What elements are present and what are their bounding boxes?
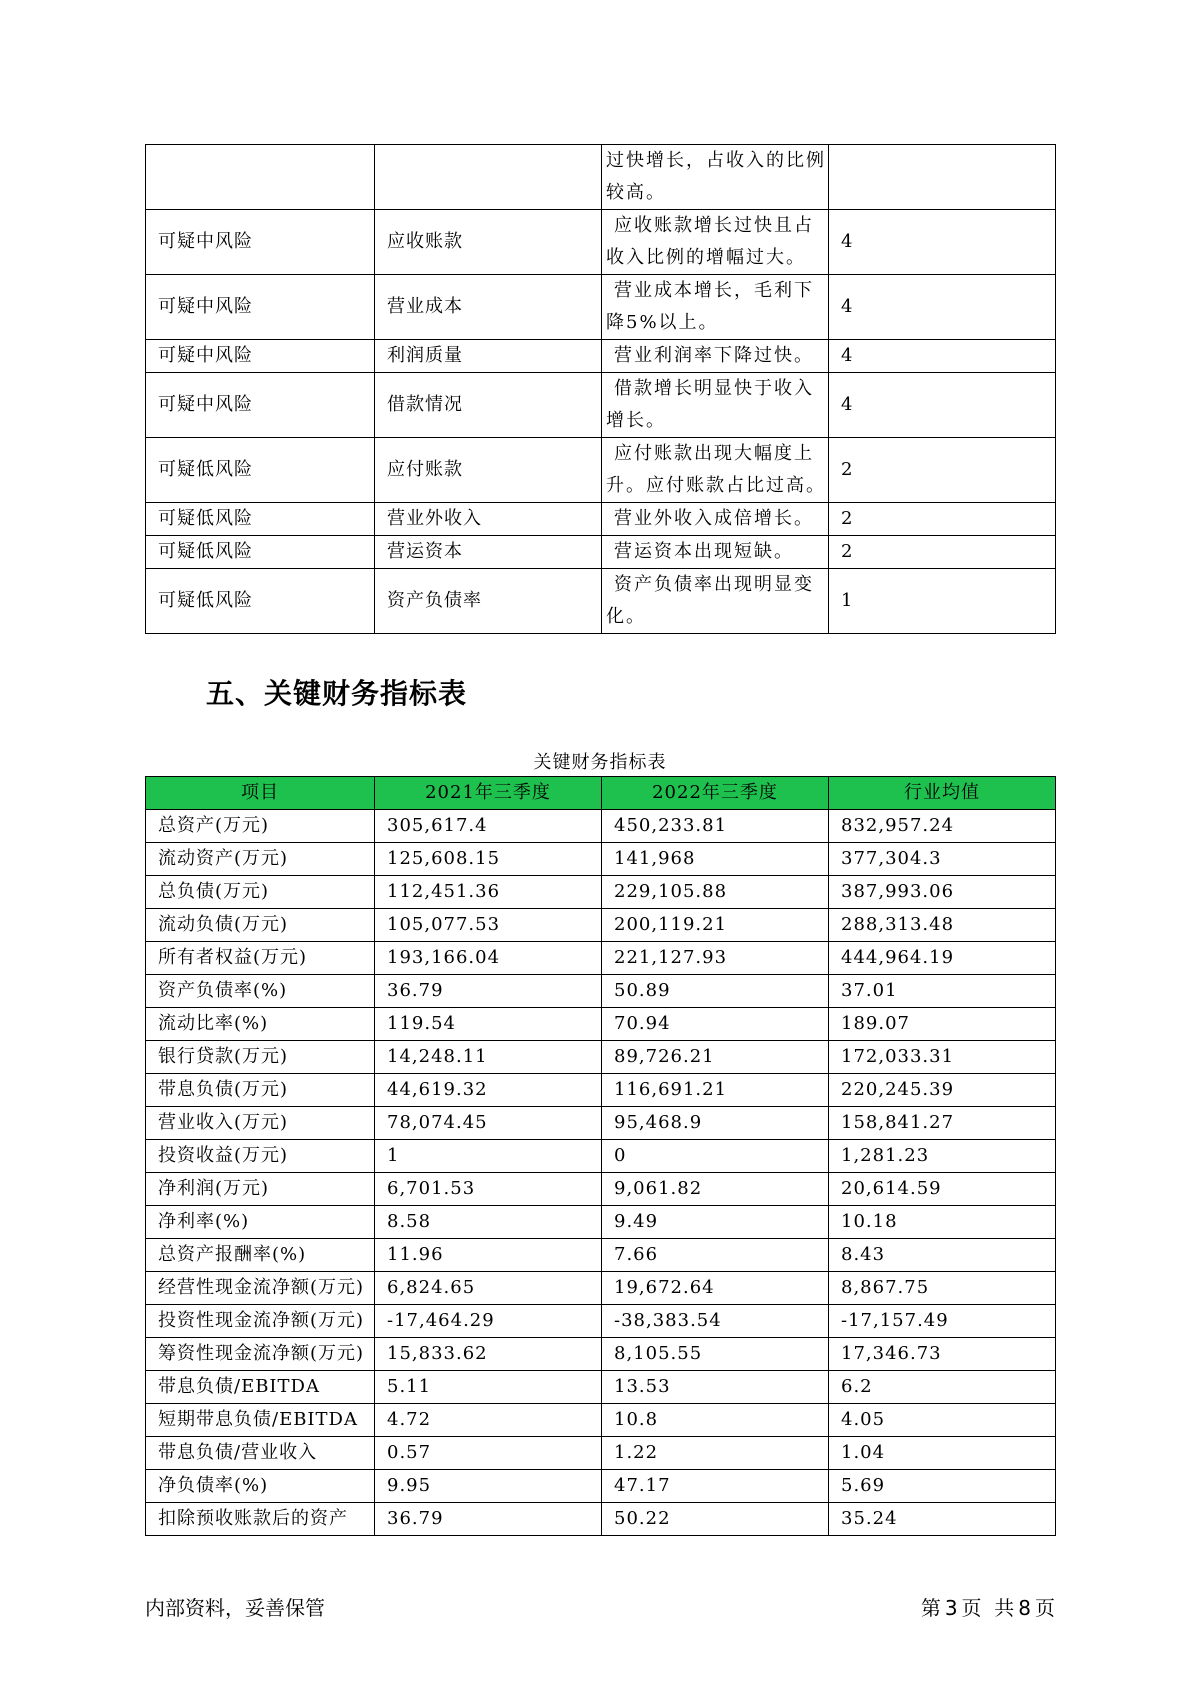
- table-caption: 关键财务指标表: [533, 752, 667, 773]
- risk-score-cell: 4: [829, 275, 1056, 340]
- industry-average-cell: 35.24: [829, 1503, 1056, 1536]
- metric-name-cell: 带息负债(万元): [146, 1074, 375, 1107]
- column-header: 2022年三季度: [602, 777, 829, 810]
- metric-name-cell: 总资产报酬率(%): [146, 1239, 375, 1272]
- risk-item-cell: 营运资本: [375, 536, 602, 569]
- metric-name-cell: 扣除预收账款后的资产: [146, 1503, 375, 1536]
- metric-name-cell: 流动资产(万元): [146, 843, 375, 876]
- page-label-prefix: 第: [920, 1596, 941, 1620]
- metric-name-cell: 净利率(%): [146, 1206, 375, 1239]
- table-row: [146, 373, 1056, 438]
- table-row: [146, 1140, 1056, 1173]
- risk-indicator-table: [145, 144, 1056, 634]
- table-row: [146, 1206, 1056, 1239]
- section-heading: 五、关键财务指标表: [206, 677, 468, 710]
- table-row: [146, 340, 1056, 373]
- industry-average-cell: 288,313.48: [829, 909, 1056, 942]
- risk-level-cell: [146, 145, 375, 210]
- value-2022-cell: 89,726.21: [602, 1041, 829, 1074]
- value-2021-cell: 6,824.65: [375, 1272, 602, 1305]
- table-row: [146, 438, 1056, 503]
- value-2021-cell: 8.58: [375, 1206, 602, 1239]
- metric-name-cell: 短期带息负债/EBITDA: [146, 1404, 375, 1437]
- value-2022-cell: 70.94: [602, 1008, 829, 1041]
- table-row: [146, 1470, 1056, 1503]
- industry-average-cell: 5.69: [829, 1470, 1056, 1503]
- industry-average-cell: 172,033.31: [829, 1041, 1056, 1074]
- table-row: [146, 1173, 1056, 1206]
- metric-name-cell: 总负债(万元): [146, 876, 375, 909]
- value-2021-cell: 119.54: [375, 1008, 602, 1041]
- table-row: [146, 1008, 1056, 1041]
- risk-level-cell: 可疑中风险: [146, 373, 375, 438]
- value-2021-cell: 105,077.53: [375, 909, 602, 942]
- value-2021-cell: 125,608.15: [375, 843, 602, 876]
- risk-description-cell: 营业利润率下降过快。: [602, 340, 829, 373]
- column-header: 项目: [146, 777, 375, 810]
- risk-level-cell: 可疑低风险: [146, 438, 375, 503]
- table-row: [146, 1503, 1056, 1536]
- value-2022-cell: -38,383.54: [602, 1305, 829, 1338]
- risk-level-cell: 可疑中风险: [146, 210, 375, 275]
- value-2022-cell: 8,105.55: [602, 1338, 829, 1371]
- risk-item-cell: 资产负债率: [375, 569, 602, 634]
- risk-description-cell: 营运资本出现短缺。: [602, 536, 829, 569]
- industry-average-cell: 4.05: [829, 1404, 1056, 1437]
- value-2021-cell: 11.96: [375, 1239, 602, 1272]
- table-row: [146, 876, 1056, 909]
- page-label-suffix: 页: [1035, 1596, 1055, 1620]
- risk-description-cell: 营业成本增长，毛利下降5%以上。: [602, 275, 829, 340]
- value-2022-cell: 116,691.21: [602, 1074, 829, 1107]
- table-row: [146, 569, 1056, 634]
- industry-average-cell: 1,281.23: [829, 1140, 1056, 1173]
- risk-item-cell: 应收账款: [375, 210, 602, 275]
- metric-name-cell: 营业收入(万元): [146, 1107, 375, 1140]
- value-2022-cell: 0: [602, 1140, 829, 1173]
- risk-score-cell: 2: [829, 536, 1056, 569]
- key-financial-metrics-table: [145, 776, 1056, 1536]
- industry-average-cell: -17,157.49: [829, 1305, 1056, 1338]
- value-2021-cell: 305,617.4: [375, 810, 602, 843]
- value-2021-cell: 36.79: [375, 975, 602, 1008]
- table-row: [146, 145, 1056, 210]
- table-row: [146, 503, 1056, 536]
- value-2021-cell: 112,451.36: [375, 876, 602, 909]
- table-row: [146, 1437, 1056, 1470]
- value-2022-cell: 229,105.88: [602, 876, 829, 909]
- risk-description-cell: 应收账款增长过快且占收入比例的增幅过大。: [602, 210, 829, 275]
- value-2022-cell: 9.49: [602, 1206, 829, 1239]
- industry-average-cell: 37.01: [829, 975, 1056, 1008]
- value-2021-cell: 193,166.04: [375, 942, 602, 975]
- risk-level-cell: 可疑低风险: [146, 503, 375, 536]
- industry-average-cell: 17,346.73: [829, 1338, 1056, 1371]
- industry-average-cell: 8,867.75: [829, 1272, 1056, 1305]
- value-2022-cell: 50.22: [602, 1503, 829, 1536]
- value-2022-cell: 50.89: [602, 975, 829, 1008]
- table-row: [146, 1272, 1056, 1305]
- industry-average-cell: 158,841.27: [829, 1107, 1056, 1140]
- risk-level-cell: 可疑中风险: [146, 340, 375, 373]
- risk-score-cell: 4: [829, 373, 1056, 438]
- metric-name-cell: 银行贷款(万元): [146, 1041, 375, 1074]
- table-row: [146, 810, 1056, 843]
- industry-average-cell: 10.18: [829, 1206, 1056, 1239]
- table-row: [146, 1074, 1056, 1107]
- value-2021-cell: 4.72: [375, 1404, 602, 1437]
- metric-name-cell: 净负债率(%): [146, 1470, 375, 1503]
- column-header: 2021年三季度: [375, 777, 602, 810]
- value-2021-cell: 14,248.11: [375, 1041, 602, 1074]
- risk-description-cell: 营业外收入成倍增长。: [602, 503, 829, 536]
- value-2022-cell: 9,061.82: [602, 1173, 829, 1206]
- risk-level-cell: 可疑低风险: [146, 536, 375, 569]
- risk-item-cell: 应付账款: [375, 438, 602, 503]
- value-2021-cell: 1: [375, 1140, 602, 1173]
- metric-name-cell: 流动负债(万元): [146, 909, 375, 942]
- risk-item-cell: 利润质量: [375, 340, 602, 373]
- confidential-notice: 内部资料，妥善保管: [145, 1596, 325, 1620]
- metric-name-cell: 投资性现金流净额(万元): [146, 1305, 375, 1338]
- table-row: [146, 1239, 1056, 1272]
- table-row: [146, 1404, 1056, 1437]
- industry-average-cell: 377,304.3: [829, 843, 1056, 876]
- table-row: [146, 536, 1056, 569]
- value-2022-cell: 47.17: [602, 1470, 829, 1503]
- industry-average-cell: 6.2: [829, 1371, 1056, 1404]
- page-number: [917, 1592, 1055, 1621]
- value-2022-cell: 221,127.93: [602, 942, 829, 975]
- metric-name-cell: 总资产(万元): [146, 810, 375, 843]
- table-row: [146, 909, 1056, 942]
- table-row: [146, 1305, 1056, 1338]
- table-row: [146, 1338, 1056, 1371]
- risk-description-cell: 借款增长明显快于收入增长。: [602, 373, 829, 438]
- table-row: [146, 210, 1056, 275]
- industry-average-cell: 832,957.24: [829, 810, 1056, 843]
- metric-name-cell: 筹资性现金流净额(万元): [146, 1338, 375, 1371]
- value-2022-cell: 200,119.21: [602, 909, 829, 942]
- industry-average-cell: 189.07: [829, 1008, 1056, 1041]
- value-2022-cell: 13.53: [602, 1371, 829, 1404]
- table-row: [146, 1107, 1056, 1140]
- table-row: [146, 843, 1056, 876]
- table-row: [146, 1371, 1056, 1404]
- current-page: 3: [944, 1596, 958, 1620]
- column-header: 行业均值: [829, 777, 1056, 810]
- value-2021-cell: 5.11: [375, 1371, 602, 1404]
- value-2022-cell: 10.8: [602, 1404, 829, 1437]
- risk-item-cell: [375, 145, 602, 210]
- metric-name-cell: 资产负债率(%): [146, 975, 375, 1008]
- industry-average-cell: 20,614.59: [829, 1173, 1056, 1206]
- risk-description-cell: 资产负债率出现明显变化。: [602, 569, 829, 634]
- risk-description-cell: 应付账款出现大幅度上升。应付账款占比过高。: [602, 438, 829, 503]
- value-2021-cell: -17,464.29: [375, 1305, 602, 1338]
- table-row: [146, 975, 1056, 1008]
- value-2022-cell: 95,468.9: [602, 1107, 829, 1140]
- industry-average-cell: 220,245.39: [829, 1074, 1056, 1107]
- risk-score-cell: 1: [829, 569, 1056, 634]
- table-row: [146, 275, 1056, 340]
- metric-name-cell: 经营性现金流净额(万元): [146, 1272, 375, 1305]
- metric-name-cell: 带息负债/EBITDA: [146, 1371, 375, 1404]
- value-2021-cell: 9.95: [375, 1470, 602, 1503]
- table-row: [146, 942, 1056, 975]
- risk-score-cell: 4: [829, 210, 1056, 275]
- metric-name-cell: 所有者权益(万元): [146, 942, 375, 975]
- value-2021-cell: 44,619.32: [375, 1074, 602, 1107]
- risk-score-cell: 2: [829, 438, 1056, 503]
- risk-score-cell: 2: [829, 503, 1056, 536]
- risk-level-cell: 可疑低风险: [146, 569, 375, 634]
- value-2021-cell: 15,833.62: [375, 1338, 602, 1371]
- metric-name-cell: 净利润(万元): [146, 1173, 375, 1206]
- industry-average-cell: 387,993.06: [829, 876, 1056, 909]
- risk-item-cell: 营业外收入: [375, 503, 602, 536]
- risk-score-cell: [829, 145, 1056, 210]
- value-2021-cell: 36.79: [375, 1503, 602, 1536]
- industry-average-cell: 444,964.19: [829, 942, 1056, 975]
- value-2022-cell: 1.22: [602, 1437, 829, 1470]
- value-2022-cell: 7.66: [602, 1239, 829, 1272]
- value-2022-cell: 450,233.81: [602, 810, 829, 843]
- risk-score-cell: 4: [829, 340, 1056, 373]
- risk-item-cell: 营业成本: [375, 275, 602, 340]
- value-2021-cell: 78,074.45: [375, 1107, 602, 1140]
- metric-name-cell: 流动比率(%): [146, 1008, 375, 1041]
- table-row: [146, 1041, 1056, 1074]
- industry-average-cell: 8.43: [829, 1239, 1056, 1272]
- page-label-mid: 页 共: [961, 1596, 1015, 1620]
- value-2021-cell: 6,701.53: [375, 1173, 602, 1206]
- total-pages: 8: [1018, 1596, 1031, 1620]
- risk-level-cell: 可疑中风险: [146, 275, 375, 340]
- value-2022-cell: 141,968: [602, 843, 829, 876]
- value-2022-cell: 19,672.64: [602, 1272, 829, 1305]
- risk-item-cell: 借款情况: [375, 373, 602, 438]
- table-header-row: [146, 777, 1056, 810]
- metric-name-cell: 带息负债/营业收入: [146, 1437, 375, 1470]
- industry-average-cell: 1.04: [829, 1437, 1056, 1470]
- metric-name-cell: 投资收益(万元): [146, 1140, 375, 1173]
- risk-description-cell: 过快增长，占收入的比例较高。: [602, 145, 829, 210]
- value-2021-cell: 0.57: [375, 1437, 602, 1470]
